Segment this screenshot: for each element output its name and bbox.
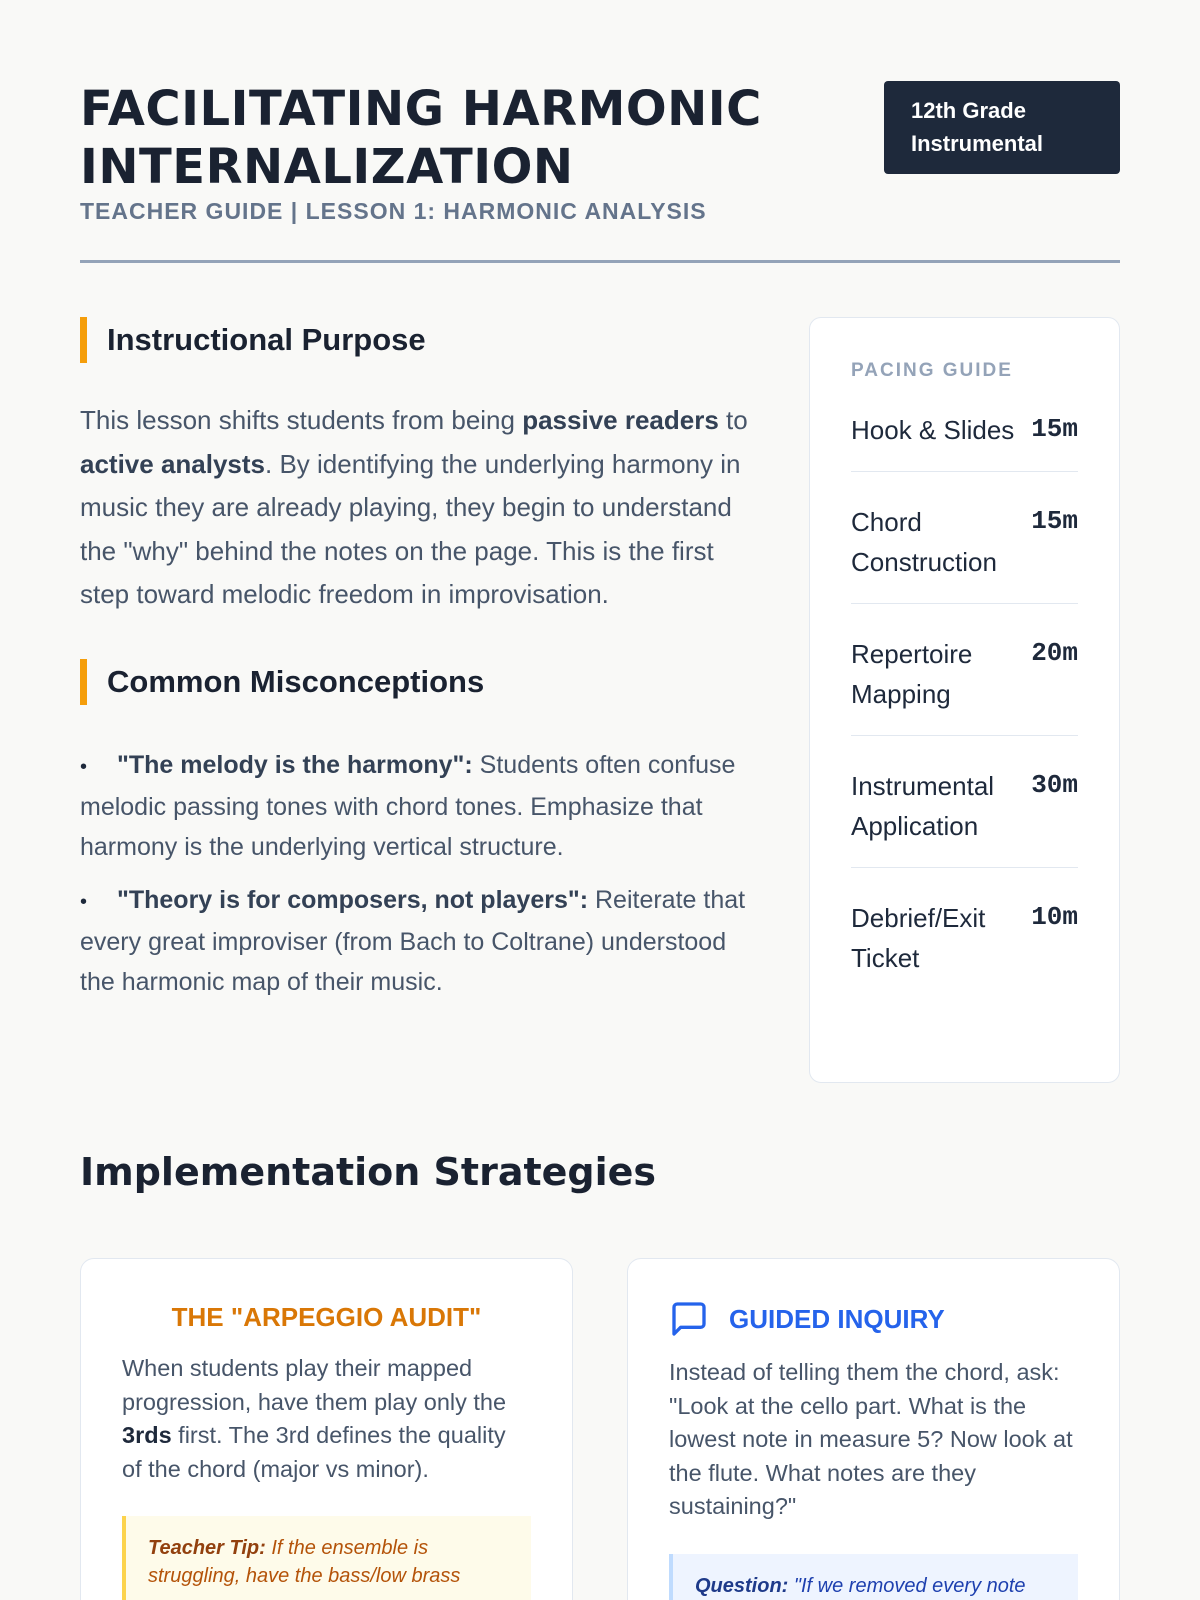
bullet-icon: •	[80, 890, 88, 913]
pacing-time: 15m	[1031, 506, 1078, 536]
guided-inquiry-body: Instead of telling them the chord, ask: "Look at the cello part. What is the lowest note in measure 5? Now look at the flute. What notes are they sustaining?"	[669, 1359, 1073, 1519]
pacing-activity: Chord Construction	[851, 507, 997, 577]
purpose-text-2: to	[718, 405, 748, 435]
guided-inquiry-header	[669, 1299, 1078, 1339]
page-subtitle: TEACHER GUIDE | LESSON 1: HARMONIC ANALYSIS	[80, 198, 707, 224]
pacing-activity: Instrumental Application	[851, 771, 995, 841]
pacing-time: 15m	[1031, 414, 1078, 444]
guided-inquiry-title: GUIDED INQUIRY	[729, 1304, 945, 1334]
question-box	[669, 1554, 1078, 1600]
header-divider	[80, 260, 1120, 263]
pacing-activity: Debrief/Exit Ticket	[851, 903, 986, 973]
arpeggio-audit-card	[80, 1258, 573, 1600]
list-item	[80, 745, 760, 867]
teacher-tip-box	[122, 1516, 531, 1600]
pacing-guide-card	[809, 317, 1120, 1083]
misconceptions-list	[80, 745, 760, 1002]
misconception-text: Reiterate that every great improviser (from Bach to Coltrane) understood the harmonic map of their music.	[80, 885, 746, 996]
purpose-text-1: This lesson shifts students from being	[80, 405, 523, 435]
misconceptions-heading: Common Misconceptions	[80, 659, 760, 705]
pacing-row	[851, 489, 1078, 604]
purpose-text-3: . By identifying the underlying harmony in music they are already playing, they begin to understand the "why" behind the notes on the page. This is the first step toward melodic freedom in improvisation.	[80, 448, 741, 609]
pacing-time: 30m	[1031, 770, 1078, 800]
pacing-activity: Hook & Slides	[851, 415, 1015, 445]
purpose-paragraph	[80, 399, 760, 617]
guided-inquiry-card	[627, 1258, 1120, 1600]
pacing-time: 20m	[1031, 638, 1078, 668]
pacing-list	[851, 397, 1078, 999]
purpose-bold-2: active analysts	[80, 448, 266, 479]
pacing-row	[851, 753, 1078, 868]
pacing-time: 10m	[1031, 902, 1078, 932]
teacher-tip-label: Teacher Tip:	[148, 1537, 266, 1559]
pacing-row	[851, 621, 1078, 736]
main-content	[80, 317, 760, 1015]
arpeggio-audit-body	[122, 1352, 531, 1486]
arpeggio-text-2: first. The 3rd defines the quality of the chord (major vs minor).	[122, 1422, 506, 1482]
teacher-tip-text: If the ensemble is struggling, have the bass/low brass	[148, 1537, 461, 1587]
misconception-text: Students often confuse melodic passing tones with chord tones. Emphasize that harmony is the underlying vertical structure.	[80, 750, 736, 861]
question-label: Question:	[695, 1574, 789, 1597]
list-item	[80, 880, 760, 1002]
arpeggio-text-1: When students play their mapped progression, have them play only the	[122, 1355, 507, 1415]
purpose-bold-1: passive readers	[522, 405, 719, 435]
misconception-lead: "The melody is the harmony":	[117, 750, 473, 779]
pacing-guide-label: PACING GUIDE	[851, 360, 1013, 381]
arpeggio-bold: 3rds	[122, 1422, 172, 1448]
pacing-activity: Repertoire Mapping	[851, 639, 973, 709]
grade-badge: 12th Grade Instrumental	[884, 81, 1120, 174]
purpose-heading: Instructional Purpose	[80, 317, 760, 363]
misconception-lead: "Theory is for composers, not players":	[117, 885, 589, 914]
chat-bubble-icon	[669, 1299, 709, 1339]
implementation-heading: Implementation Strategies	[80, 1150, 657, 1194]
question-text: "If we removed every note	[788, 1574, 1026, 1597]
page-header	[80, 80, 1120, 225]
pacing-row	[851, 885, 1078, 999]
bullet-icon: •	[80, 755, 88, 778]
page-title: FACILITATING HARMONIC INTERNALIZATION	[80, 81, 762, 195]
arpeggio-audit-title: THE "ARPEGGIO AUDIT"	[171, 1302, 482, 1332]
pacing-row	[851, 397, 1078, 472]
